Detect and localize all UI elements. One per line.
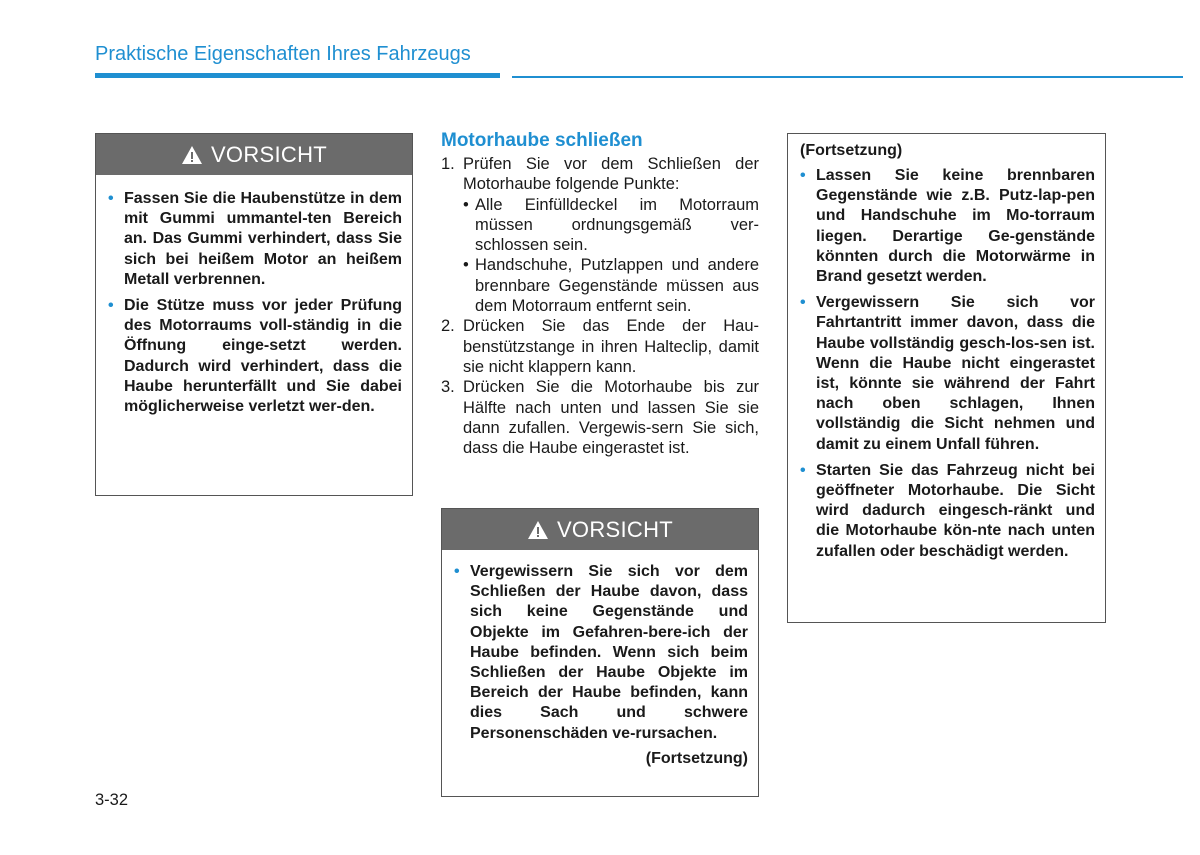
step-item (441, 316, 759, 377)
step-text: Drücken Sie das Ende der Hau-benstützstange in ihren Halteclip, damit sie nicht klappern kann. (463, 317, 759, 376)
sub-item: • Handschuhe, Putzlappen und andere brennbare Gegenstände müssen aus dem Motorraum entfernt sein. (463, 255, 759, 316)
step-text: Prüfen Sie vor dem Schließen der Motorhaube folgende Punkte: (463, 155, 759, 194)
continuation-header: (Fortsetzung) (800, 142, 903, 159)
middle-column (441, 130, 759, 458)
caution-bullet: • Fassen Sie die Haubenstütze in dem mit Gummi ummantel-ten Bereich an. Das Gummi verhindert, dass Sie sich bei heißem Motor an heißem Metall verbrennen. (108, 189, 402, 290)
sub-item: • Alle Einfülldeckel im Motorraum müssen ordnungsgemäß ver-schlossen sein. (463, 195, 759, 256)
caution-bullets (454, 562, 748, 744)
caution-box-header (96, 134, 412, 175)
caution-bullet: • Die Stütze muss vor jeder Prüfung des Motorraums voll-ständig in die Öffnung einge-setzt werden. Dadurch wird verhindert, dass die Haube herunterfällt und Sie dabei möglicherweise verletzt wer-den. (108, 296, 402, 417)
caution-box-left (95, 133, 413, 496)
step-item (441, 154, 759, 316)
caution-box-middle (441, 508, 759, 797)
step-number: 2. (441, 317, 455, 336)
caution-box-right (787, 133, 1106, 623)
caution-box-body (788, 134, 1105, 578)
caution-box-header (442, 509, 758, 550)
page-header-title: Praktische Eigenschaften Ihres Fahrzeugs (95, 43, 471, 65)
sub-list (463, 195, 759, 317)
caution-bullets (108, 189, 402, 417)
caution-bullet: • Vergewissern Sie sich vor Fahrtantritt immer davon, dass die Haube vollständig gesch-los-sen ist. Wenn die Haube nicht eingerastet ist, könnte sie während der Fahrt nach oben schlagen, Ihnen vollständig die Sicht nehmen und damit zu einem Unfall führen. (800, 293, 1095, 455)
caution-bullet: • Lassen Sie keine brennbaren Gegenstände wie z.B. Putz-lap-pen und Handschuhe im Mo-torraum liegen. Derartige Ge-genstände könnten durch die Motorwärme in Brand gesetzt werden. (800, 166, 1095, 287)
warning-icon (181, 145, 203, 165)
step-item (441, 377, 759, 458)
header-rule-thin (512, 76, 1183, 78)
caution-bullet: • Starten Sie das Fahrzeug nicht bei geöffneter Motorhaube. Die Sicht wird dadurch eingesch-ränkt und die Motorhaube kön-nte nach unten zufallen oder beschädigt werden. (800, 461, 1095, 562)
page-number: 3-32 (95, 791, 129, 809)
step-list (441, 154, 759, 458)
caution-box-body (442, 550, 758, 778)
step-number: 3. (441, 378, 455, 397)
warning-icon (527, 520, 549, 540)
caution-box-body (96, 175, 412, 433)
caution-bullets (800, 166, 1095, 562)
step-number: 1. (441, 155, 455, 173)
step-text: Drücken Sie die Motorhaube bis zur Hälfte nach unten und lassen Sie sie dann zufallen. Vergewis-sern Sie sich, dass die Haube eingerastet ist. (463, 378, 759, 458)
section-title: Motorhaube schließen (441, 130, 643, 151)
caution-bullet: • Vergewissern Sie sich vor dem Schließen der Haube davon, dass sich keine Gegenstände und Objekte im Gefahren-bere-ich der Haube befinden. Wenn sich beim Schließen der Haube Objekte im Bereich der Haube befinden, kann dies Sach und schwere Personenschäden ve-rursachen. (454, 562, 748, 744)
caution-heading: VORSICHT (210, 141, 328, 167)
header-rule-thick (95, 73, 500, 78)
continuation-footer: (Fortsetzung) (645, 749, 748, 767)
caution-heading: VORSICHT (556, 516, 674, 542)
